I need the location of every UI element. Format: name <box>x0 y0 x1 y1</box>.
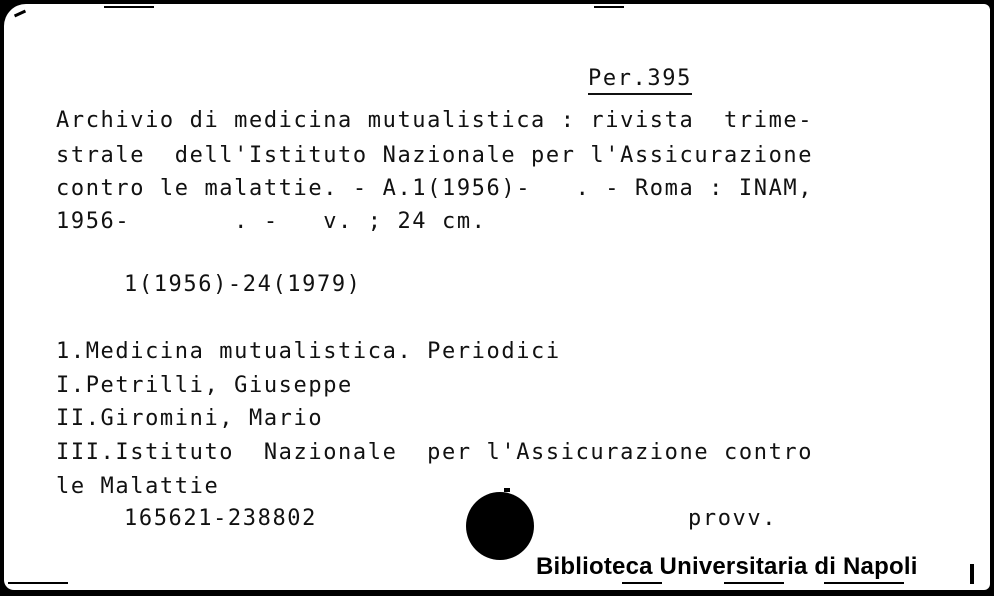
added-entry-3: III.Istituto Nazionale per l'Assicurazione contro <box>56 440 814 465</box>
catalog-card <box>4 4 990 590</box>
description-line-3: contro le malattie. - A.1(1956)- . - Roma : INAM, <box>56 176 814 201</box>
scan-speck <box>14 10 26 18</box>
description-line-1: Archivio di medicina mutualistica : rivista trime- <box>56 108 814 133</box>
scan-speck <box>504 488 510 492</box>
punch-hole <box>466 492 534 560</box>
added-entry-3-cont: le Malattie <box>56 474 220 499</box>
subject-heading: 1.Medicina mutualistica. Periodici <box>56 339 561 364</box>
scan-speck <box>104 6 154 8</box>
description-line-4: 1956- . - v. ; 24 cm. <box>56 209 487 234</box>
description-line-2: strale dell'Istituto Nazionale per l'Assicurazione <box>56 143 814 168</box>
inventory-number: 165621-238802 <box>124 506 317 531</box>
scan-speck <box>8 582 68 584</box>
scan-speck <box>970 564 974 584</box>
added-entry-1: I.Petrilli, Giuseppe <box>56 373 353 398</box>
scan-speck <box>622 582 662 584</box>
scan-speck <box>724 582 784 584</box>
provenance-note: provv. <box>688 506 778 531</box>
scan-speck <box>594 6 624 8</box>
shelfmark: Per.395 <box>588 66 692 95</box>
added-entry-2: II.Giromini, Mario <box>56 406 324 431</box>
library-stamp: Biblioteca Universitaria di Napoli <box>536 553 918 580</box>
scan-speck <box>824 582 904 584</box>
holdings: 1(1956)-24(1979) <box>124 272 362 297</box>
